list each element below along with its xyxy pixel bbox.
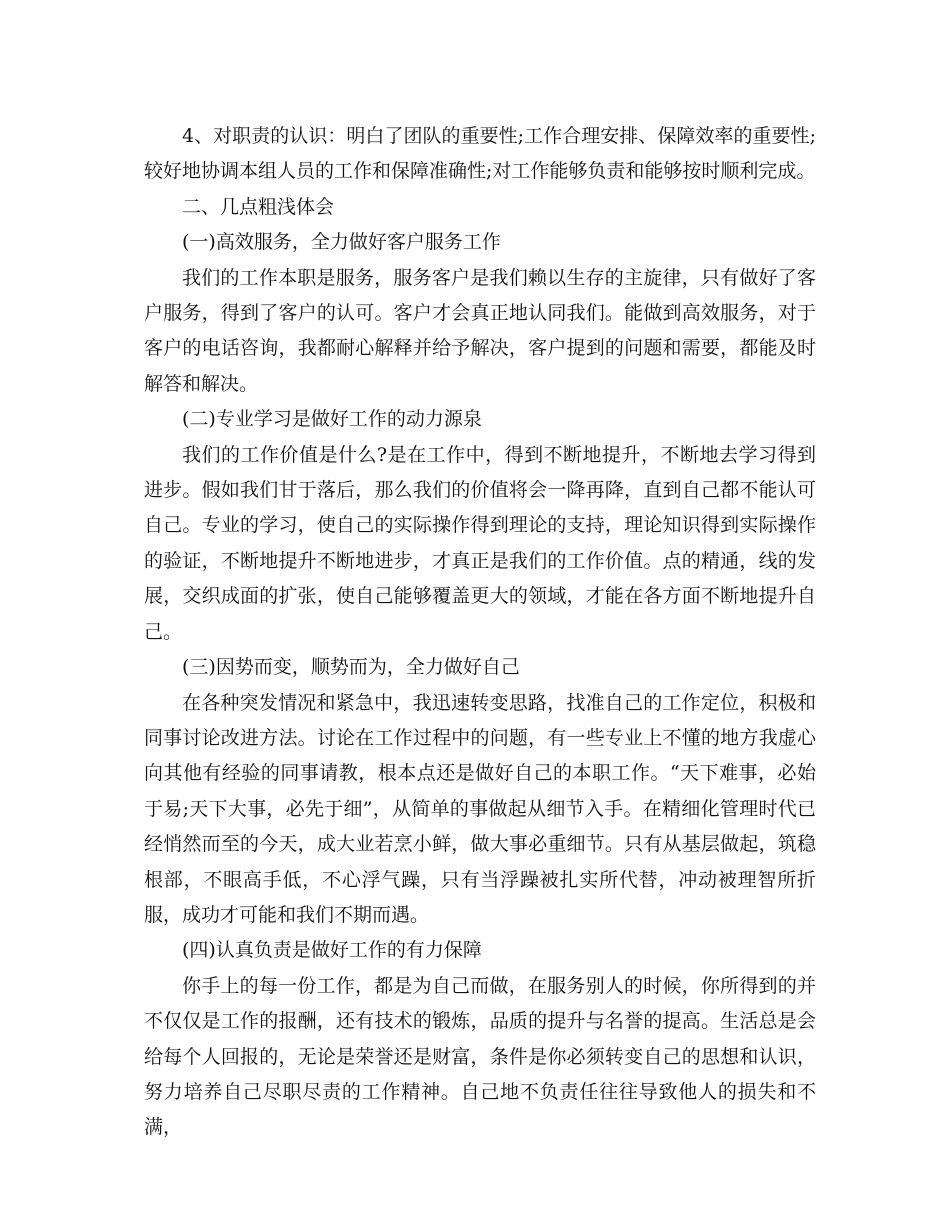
subheading-adapt-to-situation: (三)因势而变，顺势而为，全力做好自己 <box>182 656 520 679</box>
paragraph-duty-awareness: 4、对职责的认识：明白了团队的重要性;工作合理安排、保障效率的重要性;较好地协调本组人员的工作和保障准确性;对工作能够负责和能够按时顺利完成。 <box>144 125 816 183</box>
subheading-professional-learning: (二)专业学习是做好工作的动力源泉 <box>182 408 482 431</box>
section-heading-experiences: 二、几点粗浅体会 <box>182 195 335 218</box>
document-body <box>144 119 816 1146</box>
paragraph-professional-learning: 我们的工作价值是什么?是在工作中，得到不断地提升，不断地去学习得到进步。假如我们甘于落后，那么我们的价值将会一降再降，直到自己都不能认可自己。专业的学习，使自己的实际操作得到理论的支持，理论知识得到实际操作的验证，不断地提升不断地进步，才真正是我们的工作价值。点的精通，线的发展，交织成面的扩张，使自己能够覆盖更大的领域，才能在各方面不断地提升自己。 <box>144 443 816 643</box>
paragraph-efficient-service: 我们的工作本职是服务，服务客户是我们赖以生存的主旋律，只有做好了客户服务，得到了客户的认可。客户才会真正地认同我们。能做到高效服务，对于客户的电话咨询，我都耐心解释并给予解决，客户提到的问题和需要，都能及时解答和解决。 <box>144 266 816 395</box>
paragraph-responsibility: 你手上的每一份工作，都是为自己而做，在服务别人的时候，你所得到的并不仅仅是工作的报酬，还有技术的锻炼，品质的提升与名誉的提高。生活总是会给每个人回报的，无论是荣誉还是财富，条件是你必须转变自己的思想和认识，努力培养自己尽职尽责的工作精神。自己地不负责任往往导致他人的损失和不满， <box>144 974 816 1139</box>
subheading-responsibility: (四)认真负责是做好工作的有力保障 <box>182 939 482 962</box>
subheading-efficient-service: (一)高效服务，全力做好客户服务工作 <box>182 231 501 254</box>
paragraph-adapt-to-situation: 在各种突发情况和紧急中，我迅速转变思路，找准自己的工作定位，积极和同事讨论改进方法。讨论在工作过程中的问题，有一些专业上不懂的地方我虚心向其他有经验的同事请教，根本点还是做好自己的本职工作。“天下难事，必始于易;天下大事，必先于细”，从简单的事做起从细节入手。在精细化管理时代已经悄然而至的今天，成大业若烹小鲜，做大事必重细节。只有从基层做起，筑稳根部，不眼高手低，不心浮气躁，只有当浮躁被扎实所代替，冲动被理智所折服，成功才可能和我们不期而遇。 <box>144 691 816 926</box>
